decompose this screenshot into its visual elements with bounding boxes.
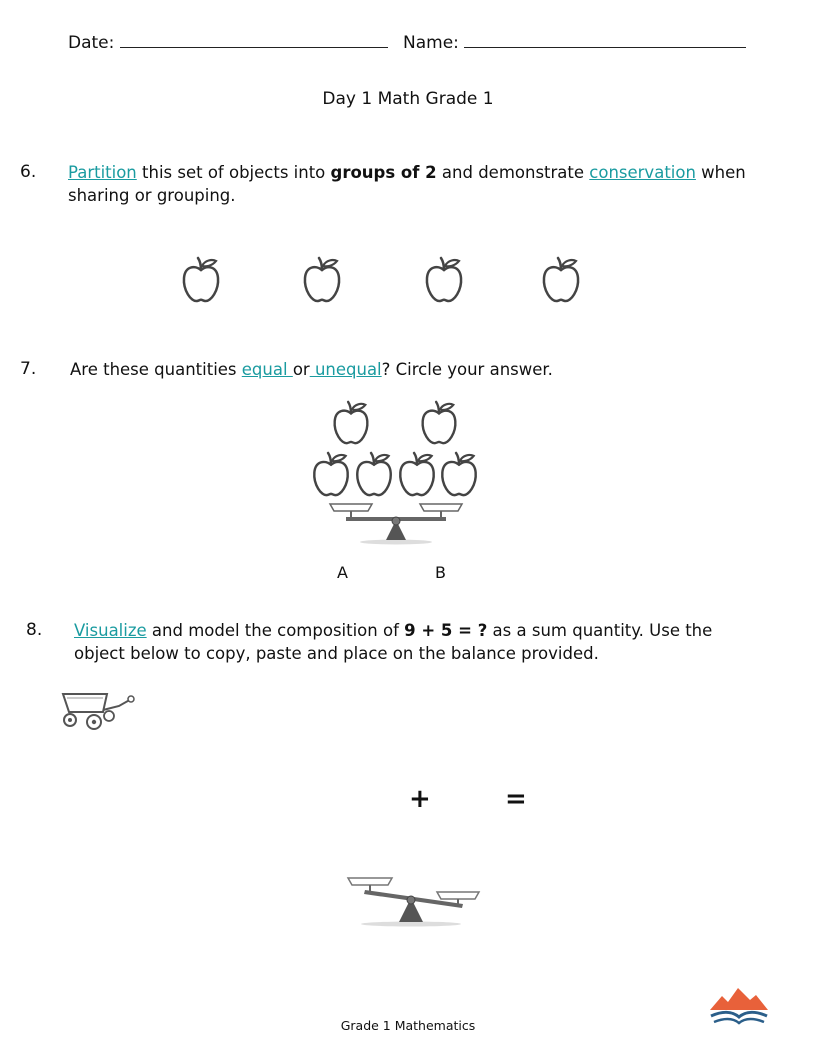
option-b-label[interactable]: B bbox=[435, 563, 446, 582]
balance-scale-icon bbox=[326, 500, 466, 545]
apple-icon[interactable] bbox=[424, 256, 464, 304]
apple-icon[interactable] bbox=[302, 256, 342, 304]
conservation-link[interactable]: conservation bbox=[589, 163, 696, 182]
name-field[interactable] bbox=[464, 33, 746, 48]
page-title: Day 1 Math Grade 1 bbox=[322, 89, 494, 109]
unequal-link[interactable]: unequal bbox=[309, 360, 382, 379]
question-6-text: Partition this set of objects into groups of 2 and demonstrate conservation when sharing or grouping. bbox=[68, 163, 746, 205]
apple-icon bbox=[439, 451, 479, 498]
question-7-text: Are these quantities equal or unequal? Circle your answer. bbox=[70, 360, 553, 379]
visualize-link[interactable]: Visualize bbox=[74, 621, 147, 640]
question-8-number: 8. bbox=[26, 620, 43, 640]
apple-icon bbox=[397, 451, 437, 498]
wagon-icon[interactable] bbox=[57, 688, 137, 736]
option-a-label[interactable]: A bbox=[337, 563, 348, 582]
equals-sign: = bbox=[505, 784, 527, 814]
footer-text: Grade 1 Mathematics bbox=[340, 1018, 476, 1033]
date-row bbox=[68, 33, 388, 53]
question-6-number: 6. bbox=[20, 162, 37, 182]
date-field[interactable] bbox=[120, 33, 388, 48]
name-row bbox=[403, 33, 746, 53]
plus-sign: + bbox=[409, 784, 431, 814]
tilted-balance-scale-icon bbox=[345, 874, 485, 928]
apple-icon[interactable] bbox=[541, 256, 581, 304]
apple-icon bbox=[419, 400, 459, 446]
apple-icon bbox=[331, 400, 371, 446]
question-7-number: 7. bbox=[20, 359, 37, 379]
mountain-book-logo-icon bbox=[708, 986, 770, 1028]
partition-link[interactable]: Partition bbox=[68, 163, 137, 182]
apple-icon bbox=[354, 451, 394, 498]
equal-link[interactable]: equal bbox=[241, 360, 293, 379]
apple-icon bbox=[311, 451, 351, 498]
date-label: Date: bbox=[68, 33, 115, 53]
question-8-text: Visualize and model the composition of 9 + 5 = ? as a sum quantity. Use the object below to copy, paste and place on the balance provided. bbox=[74, 621, 713, 663]
apple-icon[interactable] bbox=[181, 256, 221, 304]
name-label: Name: bbox=[403, 33, 459, 53]
